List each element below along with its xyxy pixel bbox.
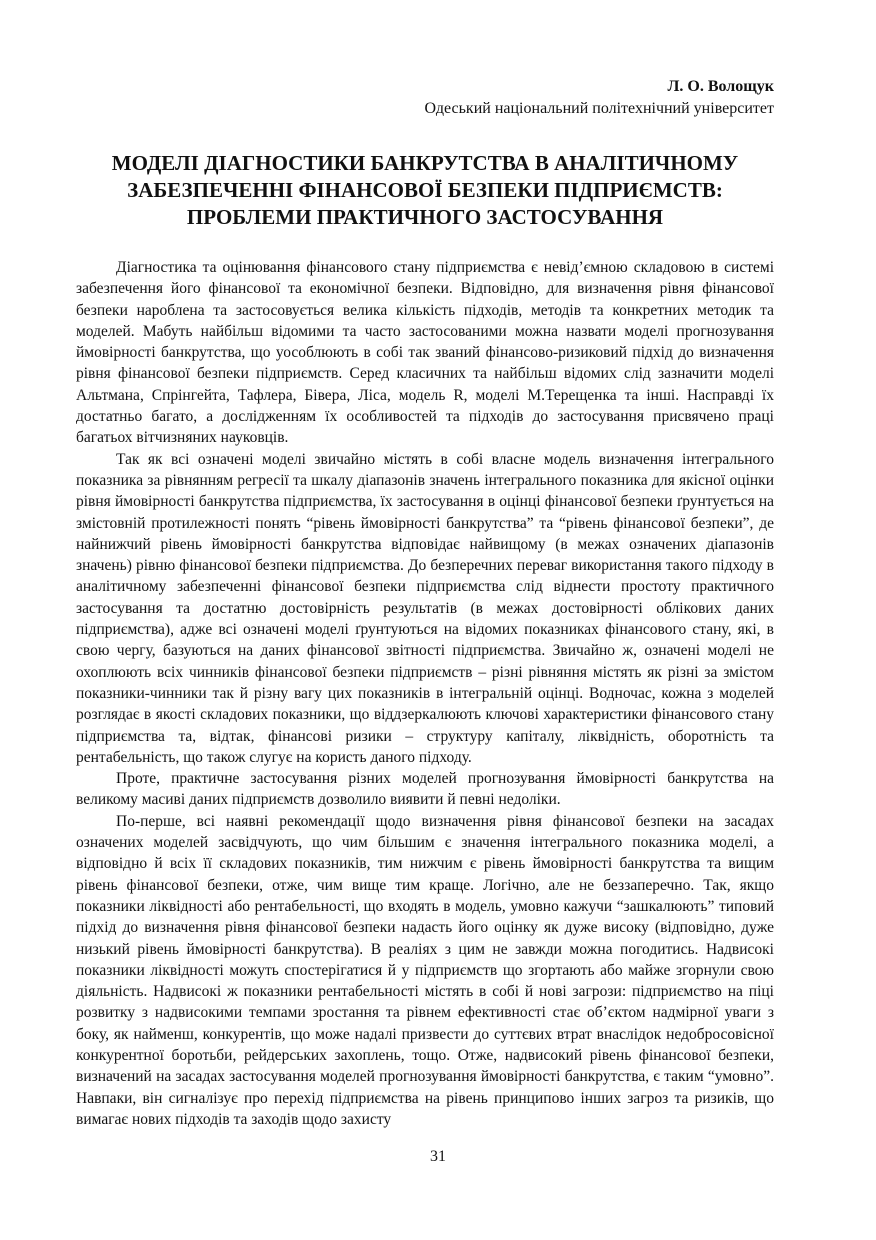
paragraph: По-перше, всі наявні рекомендації щодо визначення рівня фінансової безпеки на засадах означених моделей засвідчують, що чим більшим є значення інтегрального показника моделі, а відповідно й всіх її складових показників, тим нижчим є рівень ймовірності банкрутства та вищим рівень фінансової безпеки, отже, чим вище тим краще. Логічно, але не беззаперечно. Так, якщо показники ліквідності або рентабельності, що входять в модель, умовно кажучи “зашкалюють” типовий підхід до визначення рівня фінансової безпеки надасть його оцінку як дуже високу (відповідно, дуже низький рівень ймовірності банкрутства). В реаліях з цим не завжди можна погодитись. Надвисокі показники ліквідності можуть спостерігатися й у підприємств що згортають або майже згорнули свою діяльність. Надвисокі ж показники рентабельності містять в собі й нові загрози: підприємство на піці розвитку з надвисокими темпами зростання та рівнем ефективності стає об’єктом надмірної уваги з боку, як найменш, конкурентів, що може надалі призвести до суттєвих втрат внаслідок недобросовісної конкурентної боротьби, рейдерських захоплень, тощо. Отже, надвисокий рівень фінансової безпеки, визначений на засадах застосування моделей прогнозування ймовірності банкрутства, є таким “умовно”. Навпаки, він сигналізує про перехід підприємства на рівень принципово інших загроз та ризиків, що вимагає нових підходів та заходів щодо захисту bbox=[76, 812, 774, 1128]
author-affiliation: Одеський національний політехнічний університет bbox=[424, 100, 774, 117]
article-title: МОДЕЛІ ДІАГНОСТИКИ БАНКРУТСТВА В АНАЛІТИЧНОМУ ЗАБЕЗПЕЧЕННІ ФІНАНСОВОЇ БЕЗПЕКИ ПІДПРИЄМСТВ: ПРОБЛЕМИ ПРАКТИЧНОГО ЗАСТОСУВАННЯ bbox=[111, 151, 739, 229]
article-body bbox=[76, 257, 774, 1130]
paragraph: Діагностика та оцінювання фінансового стану підприємства є невід’ємною складовою в системі забезпечення його фінансової та економічної безпеки. Відповідно, для визначення рівня фінансової безпеки нароблена та застосовується велика кількість підходів, методів та конкретних методик та моделей. Мабуть найбільш відомими та часто застосованими можна назвати моделі прогнозування ймовірності банкрутства, що уособлюють в собі так званий фінансово-ризиковий підхід до визначення рівня фінансової безпеки підприємств. Серед класичних та найбільш відомих слід зазначити моделі Альтмана, Спрінгейта, Тафлера, Бівера, Ліса, модель R, моделі М.Терещенка та інші. Насправді їх достатньо багато, а дослідженням їх особливостей та підходів до застосування присвячено праці багатьох вітчизняних науковців. bbox=[76, 259, 774, 447]
paragraph: Проте, практичне застосування різних моделей прогнозування ймовірності банкрутства на великому масиві даних підприємств дозволило виявити й певні недоліки. bbox=[76, 770, 774, 809]
paragraph: Так як всі означені моделі звичайно містять в собі власне модель визначення інтегрального показника за рівнянням регресії та шкалу діапазонів значень інтегрального показника для якісної оцінки рівня ймовірності банкрутства підприємства, їх застосування в оцінці фінансової безпеки ґрунтується на змістовній протилежності понять “рівень ймовірності банкрутства” та “рівень фінансової безпеки”, де найнижчий рівень ймовірності банкрутства відповідає найвищому (в межах означених діапазонів значень) рівню фінансової безпеки підприємства. До безперечних переваг використання такого підходу в аналітичному забезпеченні фінансової безпеки підприємства слід віднести простоту практичного застосування та достатню достовірність результатів (в межах достовірності облікових даних підприємства), адже всі означені моделі ґрунтуються на відомих показниках фінансового стану, які, в свою чергу, базуються на даних фінансової звітності підприємства. Звичайно ж, означені моделі не охоплюють всіх чинників фінансової безпеки підприємств – різні рівняння містять як різні за змістом показники-чинники так й різну вагу цих показників в інтегральній оцінці. Водночас, кожна з моделей розглядає в якості складових показники, що віддзеркалюють ключові характеристики фінансового стану підприємства та, відтак, фінансові ризики – структуру капіталу, ліквідність, оборотність та рентабельність, що також слугує на користь даного підходу. bbox=[76, 450, 774, 766]
page-content bbox=[76, 76, 774, 1130]
author-name: Л. О. Волощук bbox=[667, 78, 774, 95]
page-number: 31 bbox=[430, 1148, 446, 1165]
